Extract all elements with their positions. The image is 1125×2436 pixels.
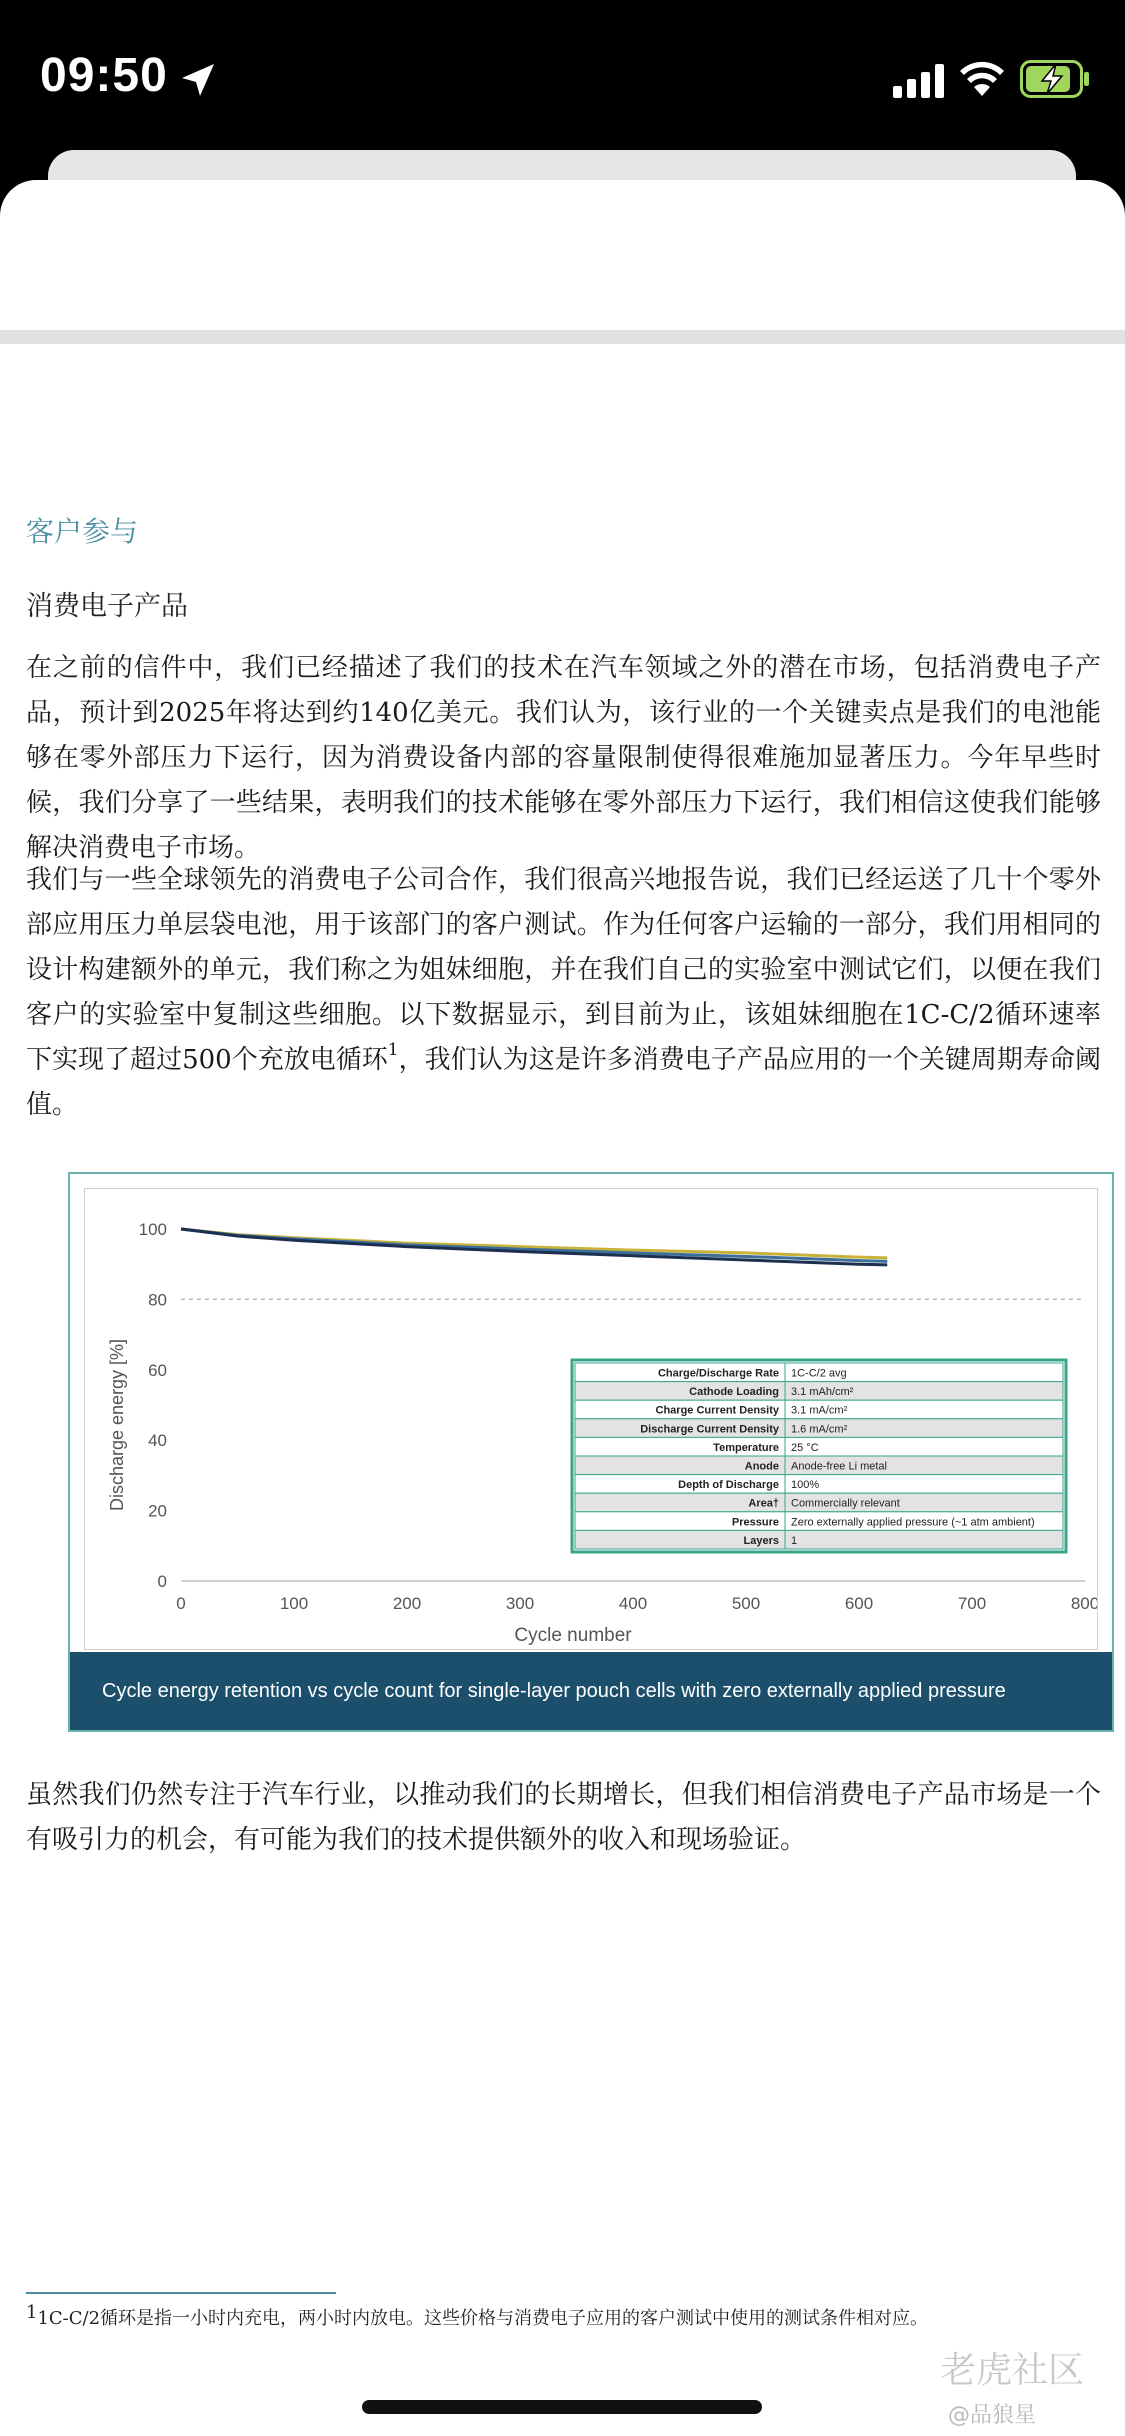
subsection-title: 消费电子产品 <box>26 591 188 622</box>
table-value: Zero externally applied pressure (~1 atm ambient) <box>791 1516 1035 1529</box>
x-tick-label: 400 <box>618 1594 648 1613</box>
status-bar <box>0 0 1125 150</box>
x-tick-label: 500 <box>731 1594 761 1613</box>
table-value: 3.1 mAh/cm² <box>791 1386 854 1399</box>
chart-caption: Cycle energy retention vs cycle count for single-layer pouch cells with zero externally applied pressure <box>70 1652 1112 1730</box>
x-tick-label: 0 <box>176 1594 186 1613</box>
footnote-text: 1C-C/2循环是指一小时内充电，两小时内放电。这些价格与消费电子应用的客户测试中使用的测试条件相对应。 <box>37 2308 929 2329</box>
table-label: Cathode Loading <box>689 1386 779 1399</box>
x-tick-label: 600 <box>844 1594 874 1613</box>
paragraph-2-text: 我们与一些全球领先的消费电子公司合作，我们很高兴地报告说，我们已经运送了几十个零外部应用压力单层袋电池，用于该部门的客户测试。作为任何客户运输的一部分，我们用相同的设计构建额外的单元，我们称之为姐妹细胞，并在我们自己的实验室中测试它们，以便在我们客户的实验室中复制这些细胞。以下数据显示，到目前为止，该姐妹细胞在1C-C/2循环速率下实现了超过500个充放电循环 <box>26 865 1101 1075</box>
table-value: Anode-free Li metal <box>791 1460 887 1473</box>
paragraph-1: 在之前的信件中，我们已经描述了我们的技术在汽车领域之外的潜在市场，包括消费电子产品，预计到2025年将达到约140亿美元。我们认为，该行业的一个关键卖点是我们的电池能够在零外部压力下运行，因为消费设备内部的容量限制使得很难施加显著压力。今年早些时候，我们分享了一些结果，表明我们的技术能够在零外部压力下运行，我们相信这使我们能够解决消费电子市场。 <box>26 653 1101 863</box>
x-axis-label: Cycle number <box>514 1625 632 1646</box>
table-value-cell <box>785 1530 1063 1549</box>
table-value: 1 <box>791 1534 798 1547</box>
x-tick-label: 700 <box>957 1594 987 1613</box>
section-title: 客户参与 <box>26 515 139 548</box>
battery-charging-icon <box>1020 60 1090 98</box>
status-time: 09:50 <box>40 49 168 102</box>
x-tick-label: 300 <box>505 1594 535 1613</box>
table-label: Layers <box>743 1534 779 1547</box>
table-value-cell <box>785 1475 1063 1494</box>
chart-area <box>84 1188 1098 1650</box>
paragraph-2-text-end: ，我们认为这是许多消费电子产品应用的一个关键周期寿命阈值。 <box>26 1045 1101 1120</box>
x-tick-label: 200 <box>392 1594 422 1613</box>
table-value: 3.1 mA/cm² <box>791 1404 848 1417</box>
table-value: Commercially relevant <box>791 1497 900 1510</box>
discharge-energy-chart <box>85 1189 1097 1649</box>
table-label: Depth of Discharge <box>678 1479 779 1492</box>
y-axis-label: Discharge energy [%] <box>107 1338 127 1512</box>
table-label: Discharge Current Density <box>640 1423 779 1436</box>
table-value: 1C-C/2 avg <box>791 1367 847 1380</box>
y-tick-label: 100 <box>138 1220 167 1239</box>
x-tick-label: 800 <box>1070 1594 1097 1613</box>
table-label: Charge/Discharge Rate <box>657 1367 779 1380</box>
table-label: Temperature <box>713 1441 779 1454</box>
paragraph-3: 虽然我们仍然专注于汽车行业，以推动我们的长期增长，但我们相信消费电子产品市场是一个有吸引力的机会，有可能为我们的技术提供额外的收入和现场验证。 <box>26 1780 1101 1855</box>
home-indicator[interactable] <box>362 2400 762 2414</box>
y-tick-label: 80 <box>148 1290 167 1310</box>
document-sheet[interactable] <box>0 180 1125 2436</box>
footnote-divider <box>26 2292 336 2294</box>
y-tick-label: 0 <box>157 1572 167 1591</box>
location-arrow-icon <box>178 60 218 100</box>
x-tick-label: 100 <box>279 1594 309 1613</box>
y-tick-label: 20 <box>148 1501 167 1521</box>
y-tick-label: 60 <box>148 1360 167 1380</box>
watermark-logo: 老虎社区 <box>940 2350 1085 2391</box>
wifi-icon <box>958 60 1006 98</box>
table-value: 25 °C <box>791 1441 819 1454</box>
y-tick-label: 40 <box>148 1431 167 1451</box>
table-value: 1.6 mA/cm² <box>791 1423 848 1436</box>
table-label: Charge Current Density <box>655 1404 779 1417</box>
footnote-ref: 1 <box>387 1040 399 1060</box>
series-line-2 <box>181 1229 887 1261</box>
table-label: Pressure <box>731 1516 779 1529</box>
table-label: Anode <box>744 1460 779 1473</box>
table-value: 100% <box>791 1479 820 1492</box>
table-label: Area† <box>748 1497 779 1510</box>
page-divider-top <box>0 330 1125 344</box>
table-value-cell <box>785 1437 1063 1456</box>
footnote-number: 1 <box>26 2302 38 2323</box>
cellular-signal-icon <box>893 64 947 98</box>
watermark-handle: @品狼星 <box>948 2403 1037 2428</box>
footnote <box>26 2304 928 2330</box>
chart-figure <box>68 1172 1114 1732</box>
paragraph-2 <box>26 858 1101 1128</box>
